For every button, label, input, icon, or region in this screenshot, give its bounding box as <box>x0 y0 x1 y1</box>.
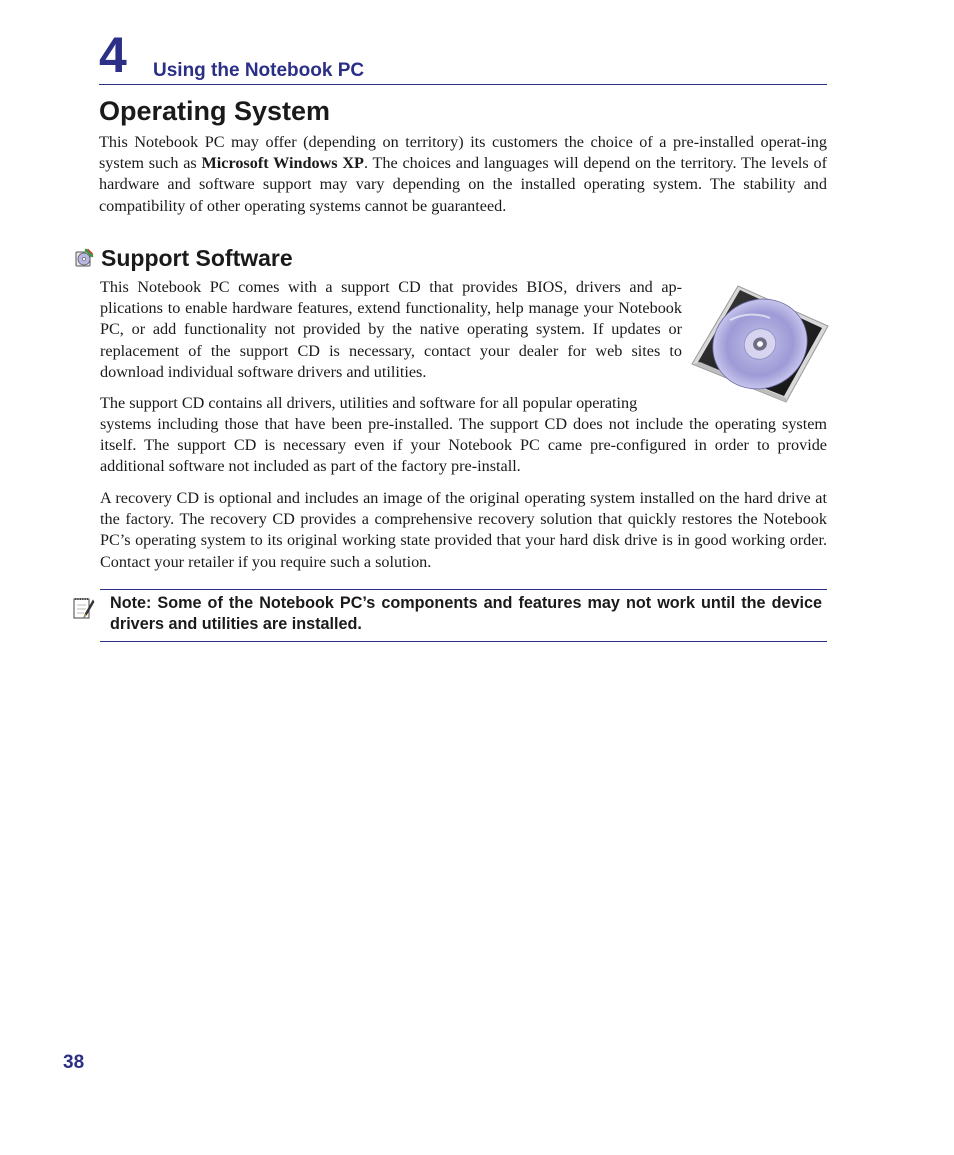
support-cd-contents-first-line: The support CD contains all drivers, utilities and software for all popular operating <box>100 394 638 412</box>
note-bottom-divider <box>100 641 827 642</box>
cd-jewel-case-image <box>690 280 830 404</box>
note-text: Note: Some of the Notebook PC’s components and features may not work until the device drivers and utilities are installed. <box>110 594 822 633</box>
note-top-divider <box>100 589 827 590</box>
chapter-title: Using the Notebook PC <box>153 60 365 81</box>
os-text-end: . The choices and languages will depend on the territory. The levels of hardware and software support may vary depending on the installed operating system. The stability and compatibility of other operating systems cannot be guaranteed. <box>99 154 827 215</box>
recovery-cd-paragraph: A recovery CD is optional and includes an image of the original operating system installed on the hard drive at the factory. The recovery CD provides a comprehensive recovery solution that quickly restores the Notebook PC’s operating system to its original working state provided that your hard disk drive is in good working order. Contact your retailer if you require such a solution. <box>100 489 827 571</box>
support-software-heading: Support Software <box>101 245 293 271</box>
notepad-pen-icon <box>73 596 95 620</box>
page-number: 38 <box>63 1052 85 1073</box>
header-divider <box>99 84 827 85</box>
support-cd-paragraph: This Notebook PC comes with a support CD that provides BIOS, drivers and ap-plications to enable hardware features, extend functionality, help manage your Notebook PC, or add functionality not provided by the native operating system. If updates or replacement of the support CD is necessary, contact your dealer for web sites to download individual software drivers and utilities. <box>100 278 682 381</box>
chapter-number: 4 <box>99 27 127 83</box>
operating-system-heading: Operating System <box>99 96 331 126</box>
os-name-bold: Microsoft Windows XP <box>201 154 364 173</box>
cd-software-icon <box>74 248 94 268</box>
support-cd-contents-paragraph: systems including those that have been pre-installed. The support CD does not include the operating system itself. The support CD is necessary even if your Notebook PC came pre-configured in order to provide additional software not included as part of the factory pre-install. <box>100 415 827 476</box>
os-text-start: This Notebook PC may offer (depending on territory) its customers the choice of a pre-installed operat-ing system such as <box>99 133 827 173</box>
operating-system-paragraph <box>99 132 827 217</box>
